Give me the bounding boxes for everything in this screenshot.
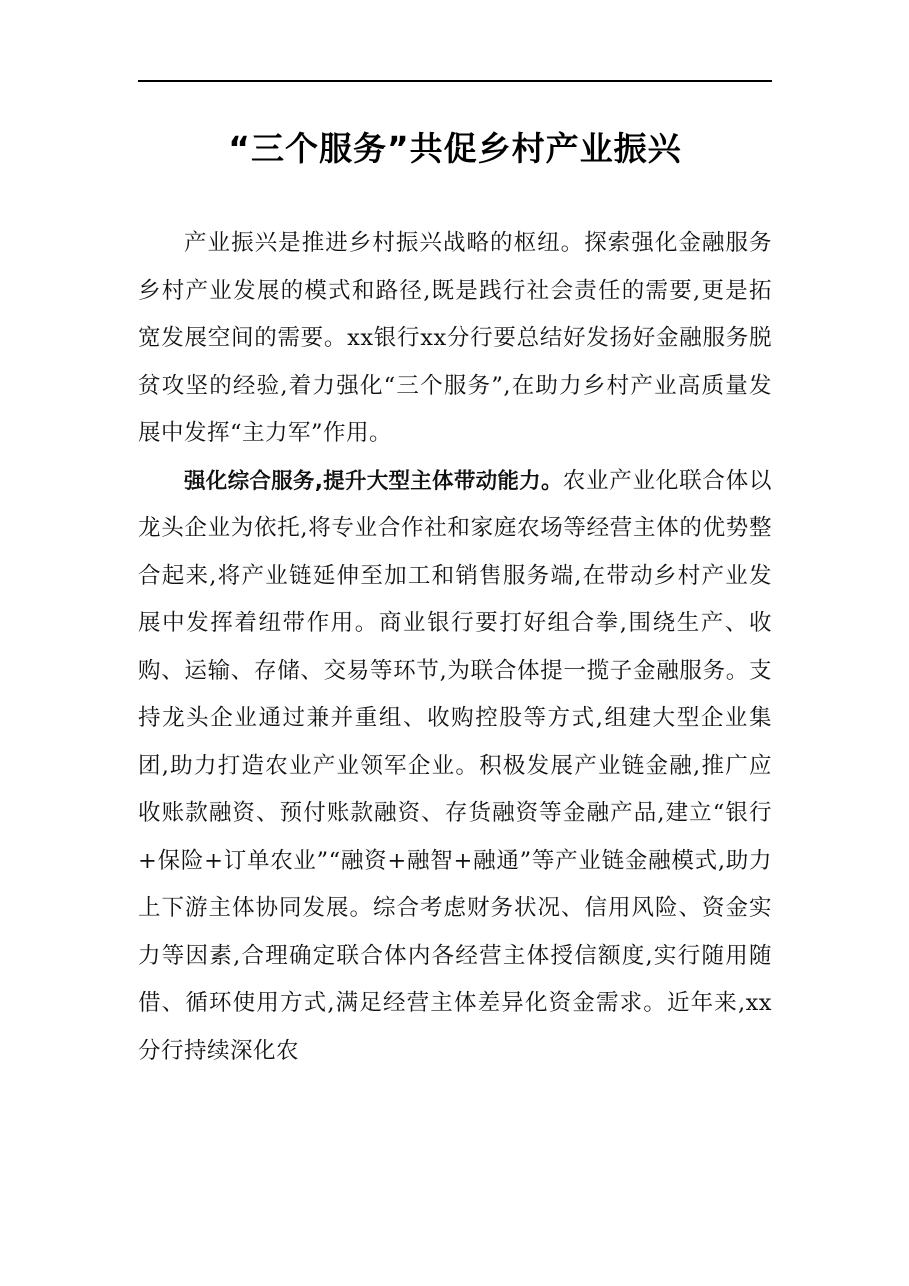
paragraph-lead: 强化综合服务,提升大型主体带动能力。 — [184, 468, 563, 494]
document-body — [138, 220, 772, 1075]
paragraph-intro — [138, 220, 772, 458]
header-rule — [138, 80, 772, 82]
document-title: “三个服务”共促乡村产业振兴 — [228, 129, 682, 168]
paragraph-comprehensive-service — [138, 458, 772, 1076]
paragraph-text: 产业振兴是推进乡村振兴战略的枢纽。探索强化金融服务乡村产业发展的模式和路径,既是践行社会责任的需要,更是拓宽发展空间的需要。xx银行xx分行要总结好发扬好金融服务脱贫攻坚的经验,着力强化“三个服务”,在助力乡村产业高质量发展中发挥“主力军”作用。 — [138, 230, 772, 446]
paragraph-text: 农业产业化联合体以龙头企业为依托,将专业合作社和家庭农场等经营主体的优势整合起来,将产业链延伸至加工和销售服务端,在带动乡村产业发展中发挥着纽带作用。商业银行要打好组合拳,围绕生产、收购、运输、存储、交易等环节,为联合体提一揽子金融服务。支持龙头企业通过兼并重组、收购控股等方式,组建大型企业集团,助力打造农业产业领军企业。积极发展产业链金融,推广应收账款融资、预付账款融资、存货融资等金融产品,建立“银行+保险+订单农业”“融资+融智+融通”等产业链金融模式,助力上下游主体协同发展。综合考虑财务状况、信用风险、资金实力等因素,合理确定联合体内各经营主体授信额度,实行随用随借、循环使用方式,满足经营主体差异化资金需求。近年来,xx分行持续深化农 — [138, 467, 772, 1064]
